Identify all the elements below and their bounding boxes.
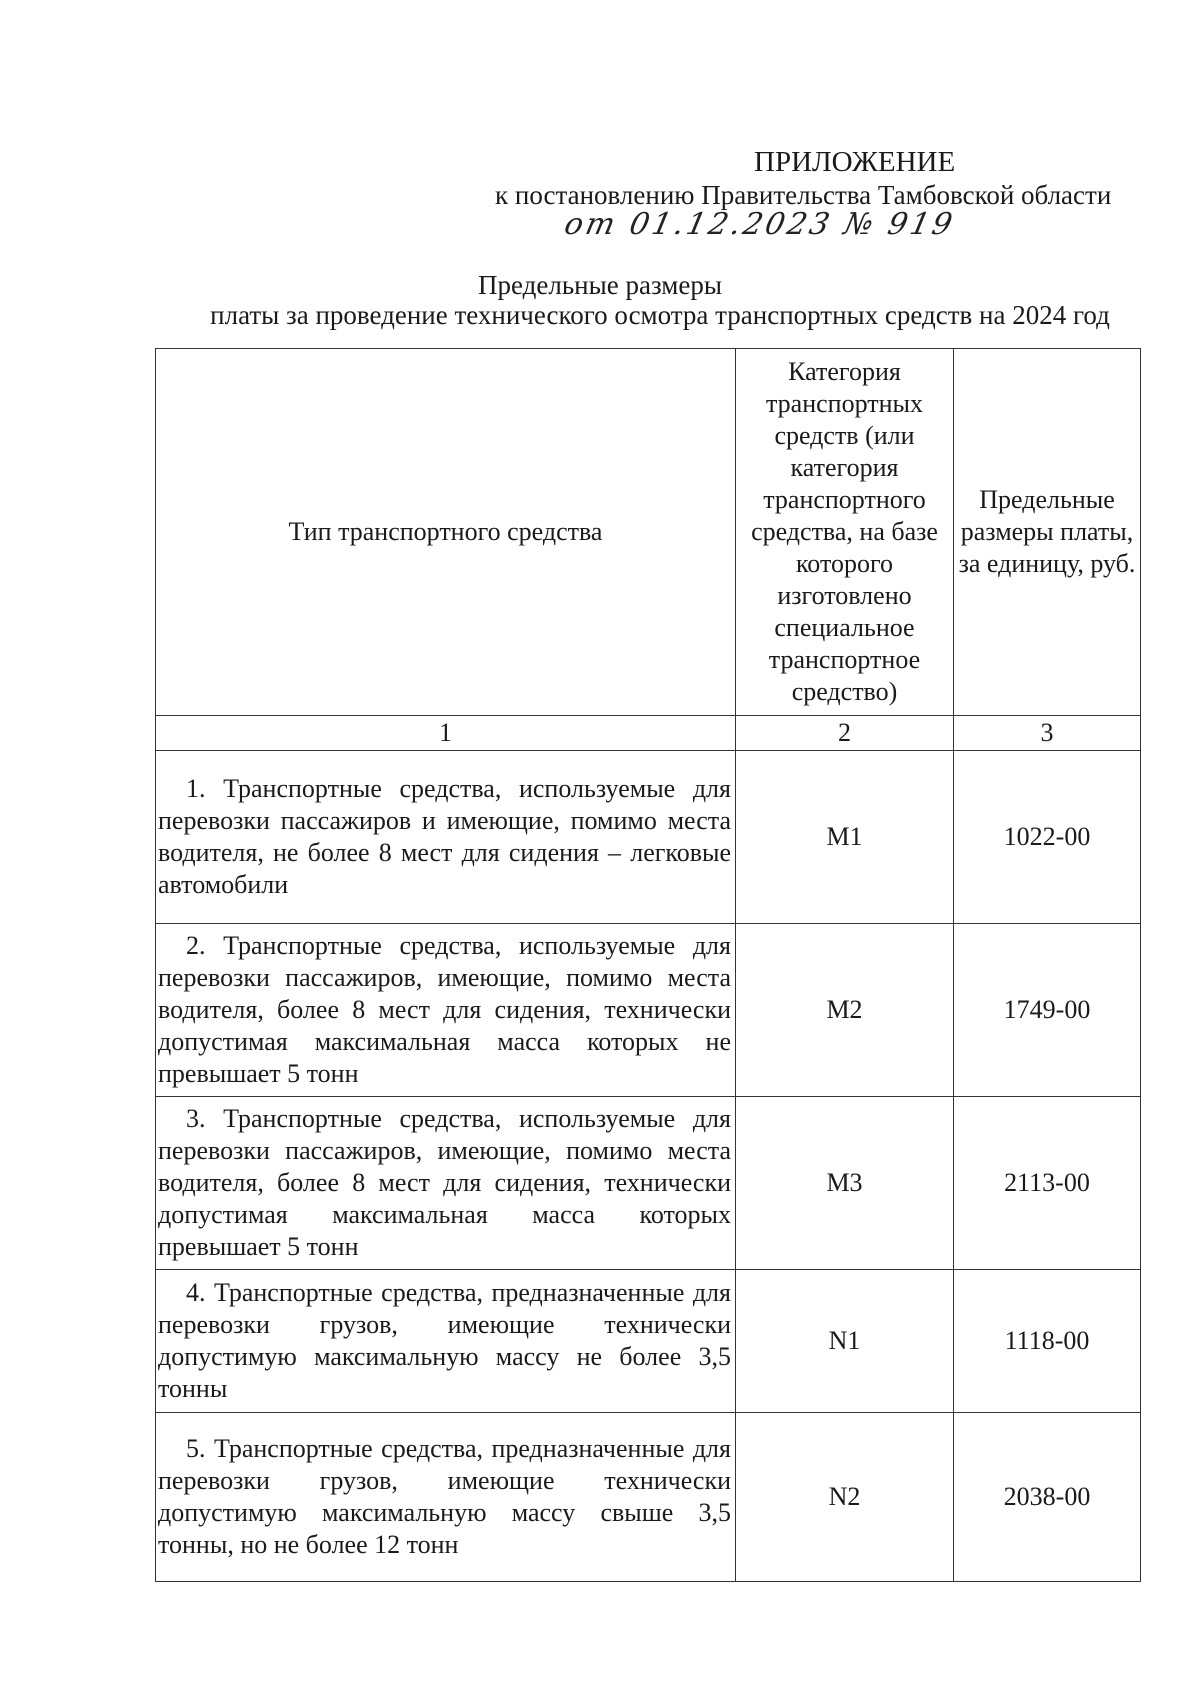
row-fee: 2113-00: [954, 1097, 1141, 1270]
column-number-3: 3: [954, 716, 1141, 751]
row-vehicle-type: 1. Транспортные средства, используемые для перевозки пассажиров и имеющие, помимо места водителя, не более 8 мест для сидения – легковые автомобили: [156, 751, 736, 924]
row-fee: 1749-00: [954, 924, 1141, 1097]
table-row: [156, 1413, 1141, 1582]
row-vehicle-type: 3. Транспортные средства, используемые для перевозки пассажиров, имеющие, помимо места водителя, более 8 мест для сидения, технически допустимая максимальная масса которых превышает 5 тонн: [156, 1097, 736, 1270]
row-category: M1: [736, 751, 954, 924]
table-row: [156, 751, 1141, 924]
table-header-row: [156, 349, 1141, 716]
row-fee: 2038-00: [954, 1413, 1141, 1582]
table-row: [156, 1270, 1141, 1413]
row-vehicle-type: 4. Транспортные средства, предназначенные для перевозки грузов, имеющие технически допустимую максимальную массу не более 3,5 тонны: [156, 1270, 736, 1413]
row-category: M3: [736, 1097, 954, 1270]
row-category: M2: [736, 924, 954, 1097]
table-row: [156, 924, 1141, 1097]
document-title-line1: Предельные размеры: [478, 270, 722, 300]
row-vehicle-type: 5. Транспортные средства, предназначенные для перевозки грузов, имеющие технически допустимую максимальную массу свыше 3,5 тонны, но не более 12 тонн: [156, 1413, 736, 1582]
row-category: N1: [736, 1270, 954, 1413]
header-category: Категория транспортных средств (или категория транспортного средства, на базе которого изготовлено специальное транспортное средство): [736, 349, 954, 716]
document-title-line2: платы за проведение технического осмотра транспортных средств на 2024 год: [210, 300, 1110, 330]
appendix-reference: к постановлению Правительства Тамбовской области: [495, 180, 1112, 210]
column-number-2: 2: [736, 716, 954, 751]
row-fee: 1022-00: [954, 751, 1141, 924]
column-number-1: 1: [156, 716, 736, 751]
row-fee: 1118-00: [954, 1270, 1141, 1413]
header-fee: Предельные размеры платы, за единицу, руб.: [954, 349, 1141, 716]
header-vehicle-type: Тип транспортного средства: [156, 349, 736, 716]
fee-table: [155, 348, 1140, 1582]
row-vehicle-type: 2. Транспортные средства, используемые для перевозки пассажиров, имеющие, помимо места водителя, более 8 мест для сидения, технически допустимая максимальная масса которых не превышает 5 тонн: [156, 924, 736, 1097]
handwritten-date-number: от 01.12.2023 № 919: [561, 207, 959, 242]
column-number-row: [156, 716, 1141, 751]
row-category: N2: [736, 1413, 954, 1582]
table-row: [156, 1097, 1141, 1270]
appendix-label: ПРИЛОЖЕНИЕ: [754, 146, 956, 178]
